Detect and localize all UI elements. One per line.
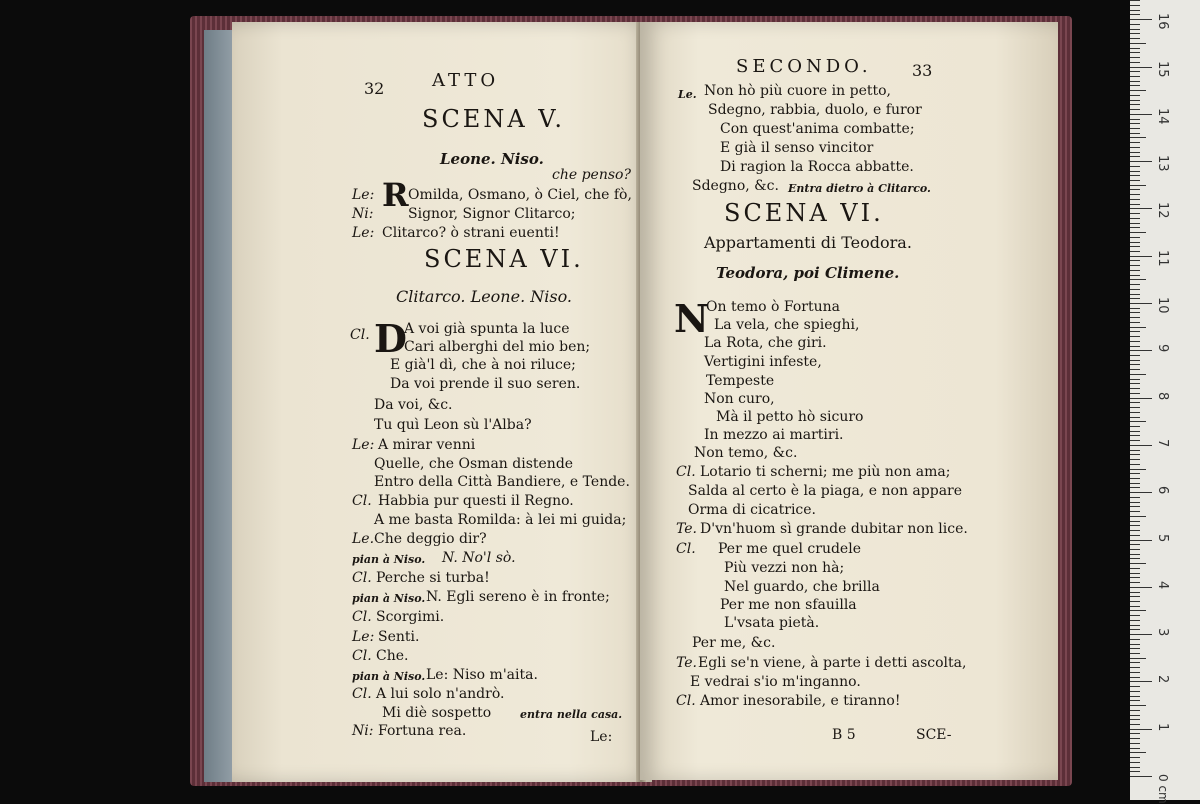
- ruler-tick: [1130, 549, 1140, 550]
- ruler-tick: [1130, 156, 1140, 157]
- scene-heading: SCENA VI.: [424, 245, 584, 273]
- ruler-tick: [1130, 492, 1152, 493]
- text-line: Orma di cicatrice.: [688, 502, 817, 518]
- ruler-tick: [1130, 369, 1140, 370]
- ruler-tick: [1130, 440, 1140, 441]
- ruler-tick: [1130, 10, 1140, 11]
- ruler-tick: [1130, 185, 1146, 186]
- ruler-tick: [1130, 743, 1140, 744]
- ruler-tick: [1130, 279, 1146, 280]
- text-line: E vedrai s'io m'inganno.: [690, 674, 861, 690]
- ruler-tick: [1130, 691, 1140, 692]
- text-line: Non hò più cuore in petto,: [704, 83, 891, 99]
- ruler-number: 15: [1155, 60, 1170, 78]
- ruler-tick: [1130, 535, 1140, 536]
- ruler-tick: [1130, 464, 1140, 465]
- text-line: Amor inesorabile, e tiranno!: [700, 693, 901, 709]
- ruler-tick: [1130, 223, 1140, 224]
- ruler-tick: [1130, 582, 1140, 583]
- ruler-tick: [1130, 412, 1140, 413]
- text-line: Più vezzi non hà;: [724, 560, 845, 576]
- ruler-tick: [1130, 57, 1140, 58]
- text-line: D'vn'huom sì grande dubitar non lice.: [700, 521, 968, 537]
- speaker-label: Ni:: [352, 206, 374, 222]
- text-line: In mezzo ai martiri.: [704, 427, 844, 443]
- ruler-tick: [1130, 14, 1140, 15]
- ruler-tick: [1130, 374, 1146, 375]
- ruler-tick: [1130, 729, 1152, 730]
- ruler-tick: [1130, 260, 1140, 261]
- ruler-number: 16: [1155, 13, 1170, 30]
- speaker-label: Le:: [352, 225, 375, 241]
- ruler-tick: [1130, 171, 1140, 172]
- ruler-tick: [1130, 606, 1140, 607]
- speaker-label: Te.: [676, 521, 697, 537]
- ruler-tick: [1130, 696, 1140, 697]
- ruler-tick: [1130, 270, 1140, 271]
- ruler-tick: [1130, 620, 1140, 621]
- ruler-tick: [1130, 554, 1140, 555]
- text-line: Con quest'anima combatte;: [720, 121, 915, 137]
- ruler-tick: [1130, 544, 1140, 545]
- stage-direction: Entra dietro à Clitarco.: [788, 182, 931, 195]
- ruler-tick: [1130, 776, 1152, 777]
- ruler-tick: [1130, 445, 1152, 446]
- ruler-tick: [1130, 393, 1140, 394]
- text-line: Che.: [376, 648, 409, 664]
- text-line: Non temo, &c.: [694, 445, 798, 461]
- ruler-number: 6: [1155, 486, 1170, 495]
- ruler-tick: [1130, 256, 1152, 257]
- ruler-tick: [1130, 577, 1140, 578]
- ruler-tick: [1130, 166, 1140, 167]
- ruler-tick: [1130, 133, 1140, 134]
- ruler-tick: [1130, 767, 1140, 768]
- catchword: Le:: [590, 729, 613, 745]
- scene-characters: Leone. Niso.: [440, 150, 544, 168]
- ruler-tick: [1130, 85, 1140, 86]
- ruler-tick: [1130, 686, 1140, 687]
- ruler-tick: [1130, 469, 1146, 470]
- ruler-tick: [1130, 152, 1140, 153]
- ruler-tick: [1130, 104, 1140, 105]
- text-line: Vertigini infeste,: [704, 354, 822, 370]
- catchword: SCE-: [916, 727, 952, 743]
- ruler-tick: [1130, 681, 1152, 682]
- ruler-tick: [1130, 29, 1140, 30]
- speaker-label: Le:: [352, 187, 375, 203]
- ruler-tick: [1130, 147, 1140, 148]
- ruler-tick: [1130, 558, 1140, 559]
- speaker-label: Le.: [678, 88, 697, 101]
- ruler-tick: [1130, 38, 1140, 39]
- ruler-tick: [1130, 251, 1140, 252]
- scene-characters: Clitarco. Leone. Niso.: [396, 287, 573, 306]
- ruler-tick: [1130, 218, 1140, 219]
- speaker-label: Le:: [352, 437, 375, 453]
- page-number: 33: [912, 61, 933, 80]
- ruler-tick: [1130, 530, 1140, 531]
- ruler-tick: [1130, 757, 1140, 758]
- text-line: Clitarco? ò strani euenti!: [382, 225, 560, 241]
- text-line: Non curo,: [704, 391, 775, 407]
- text-line: On temo ò Fortuna: [706, 299, 840, 315]
- text-line: Per me quel crudele: [718, 541, 861, 557]
- ruler-tick: [1130, 417, 1140, 418]
- ruler-tick: [1130, 364, 1140, 365]
- ruler-tick: [1130, 667, 1140, 668]
- ruler-tick: [1130, 175, 1140, 176]
- measurement-ruler: [1130, 0, 1200, 804]
- ruler-tick: [1130, 487, 1140, 488]
- running-head: ATTO: [432, 70, 500, 91]
- ruler-tick: [1130, 350, 1152, 351]
- ruler-tick: [1130, 90, 1146, 91]
- ruler-tick: [1130, 388, 1140, 389]
- ruler-tick: [1130, 421, 1146, 422]
- ruler-tick: [1130, 497, 1140, 498]
- ruler-tick: [1130, 762, 1140, 763]
- ruler-tick: [1130, 128, 1140, 129]
- ruler-tick: [1130, 123, 1140, 124]
- ruler-tick: [1130, 587, 1152, 588]
- ruler-number: 3: [1155, 628, 1170, 637]
- ruler-tick: [1130, 431, 1140, 432]
- drop-cap: D: [374, 316, 407, 361]
- text-line: Cari alberghi del mio ben;: [404, 339, 591, 355]
- ruler-tick: [1130, 738, 1140, 739]
- text-line: Scorgimi.: [376, 609, 445, 625]
- ruler-tick: [1130, 379, 1140, 380]
- left-page: [232, 22, 652, 782]
- ruler-tick: [1130, 719, 1140, 720]
- ruler-tick: [1130, 242, 1140, 243]
- ruler-number: 10: [1155, 297, 1170, 314]
- ruler-tick: [1130, 194, 1140, 195]
- text-line: Mà il petto hò sicuro: [716, 409, 864, 425]
- ruler-number: 9: [1155, 344, 1170, 353]
- ruler-tick: [1130, 573, 1140, 574]
- text-line: Nel guardo, che brilla: [724, 579, 880, 595]
- ruler-tick: [1130, 62, 1140, 63]
- text-line: Omilda, Osmano, ò Ciel, che fò,: [408, 187, 632, 203]
- ruler-tick: [1130, 540, 1152, 541]
- ruler-tick: [1130, 478, 1140, 479]
- ruler-tick: [1130, 715, 1140, 716]
- ruler-tick: [1130, 289, 1140, 290]
- ruler-tick: [1130, 648, 1140, 649]
- signature-mark: B 5: [832, 727, 856, 743]
- text-line: L'vsata pietà.: [724, 615, 820, 631]
- drop-cap: R: [382, 176, 409, 214]
- speaker-label: Cl.: [352, 609, 372, 625]
- text-line: Signor, Signor Clitarco;: [408, 206, 576, 222]
- ruler-number: 14: [1155, 107, 1170, 125]
- ruler-tick: [1130, 407, 1140, 408]
- text-line: Da voi prende il suo seren.: [390, 376, 581, 392]
- ruler-tick: [1130, 700, 1140, 701]
- ruler-tick: [1130, 346, 1140, 347]
- ruler-tick: [1130, 383, 1140, 384]
- ruler-tick: [1130, 360, 1140, 361]
- ruler-tick: [1130, 672, 1140, 673]
- ruler-tick: [1130, 677, 1140, 678]
- ruler-tick: [1130, 161, 1152, 162]
- text-line: E già il senso vincitor: [720, 140, 874, 156]
- ruler-tick: [1130, 119, 1140, 120]
- text-line: Le: Niso m'aita.: [426, 667, 538, 683]
- ruler-tick: [1130, 435, 1140, 436]
- ruler-tick: [1130, 563, 1146, 564]
- ruler-tick: [1130, 24, 1140, 25]
- text-line: Da voi, &c.: [374, 397, 453, 413]
- speaker-label: Cl.: [676, 464, 696, 480]
- ruler-tick: [1130, 502, 1140, 503]
- page-number: 32: [364, 79, 385, 98]
- ruler-tick: [1130, 771, 1140, 772]
- ruler-tick: [1130, 521, 1140, 522]
- ruler-tick: [1130, 284, 1140, 285]
- ruler-tick: [1130, 71, 1140, 72]
- ruler-tick: [1130, 341, 1140, 342]
- text-line: Salda al certo è la piaga, e non appare: [688, 483, 963, 499]
- ruler-tick: [1130, 752, 1146, 753]
- ruler-tick: [1130, 142, 1140, 143]
- ruler-tick: [1130, 658, 1146, 659]
- ruler-tick: [1130, 67, 1152, 68]
- ruler-tick: [1130, 733, 1140, 734]
- ruler-number: 1: [1155, 722, 1170, 731]
- speaker-label: Cl.: [350, 327, 370, 343]
- speaker-label: Cl.: [676, 693, 696, 709]
- speaker-label: Le:: [352, 629, 375, 645]
- text-line: Di ragion la Rocca abbatte.: [720, 159, 914, 175]
- speaker-label: Ni:: [352, 723, 374, 739]
- text-line: Entro della Città Bandiere, e Tende.: [374, 474, 630, 490]
- text-line: Per me non sfauilla: [720, 597, 857, 613]
- text-line: La Rota, che giri.: [704, 335, 827, 351]
- ruler-tick: [1130, 246, 1140, 247]
- ruler-number: 2: [1155, 675, 1170, 684]
- speaker-label: Cl.: [352, 648, 372, 664]
- drop-cap: N: [674, 296, 709, 341]
- ruler-tick: [1130, 265, 1140, 266]
- speaker-label: Te.: [676, 655, 697, 671]
- ruler-tick: [1130, 208, 1152, 209]
- ruler-tick: [1130, 308, 1140, 309]
- text-line: Habbia pur questi il Regno.: [378, 493, 574, 509]
- ruler-tick: [1130, 0, 1140, 1]
- ruler-tick: [1130, 312, 1140, 313]
- text-line: N. No'l sò.: [442, 550, 516, 566]
- ruler-tick: [1130, 639, 1140, 640]
- ruler-tick: [1130, 213, 1140, 214]
- ruler-tick: [1130, 644, 1140, 645]
- speaker-label: Cl.: [676, 541, 696, 557]
- scene-characters: Teodora, poi Climene.: [716, 264, 900, 282]
- ruler-tick: [1130, 398, 1152, 399]
- ruler-tick: [1130, 705, 1146, 706]
- text-line: Sdegno, &c.: [692, 178, 779, 194]
- ruler-tick: [1130, 516, 1146, 517]
- ruler-number: 11: [1155, 249, 1170, 267]
- ruler-tick: [1130, 76, 1140, 77]
- ruler-tick: [1130, 625, 1140, 626]
- ruler-tick: [1130, 748, 1140, 749]
- text-line: Mi diè sospetto: [382, 705, 492, 721]
- ruler-tick: [1130, 610, 1146, 611]
- ruler-tick: [1130, 232, 1146, 233]
- stage-direction: pian à Niso.: [352, 592, 426, 605]
- ruler-tick: [1130, 109, 1140, 110]
- ruler-tick: [1130, 317, 1140, 318]
- ruler-tick: [1130, 426, 1140, 427]
- ruler-tick: [1130, 710, 1140, 711]
- stage-direction: entra nella casa.: [520, 708, 623, 721]
- ruler-tick: [1130, 459, 1140, 460]
- ruler-tick: [1130, 275, 1140, 276]
- ruler-tick: [1130, 483, 1140, 484]
- text-line: Per me, &c.: [692, 635, 776, 651]
- running-head: SECONDO.: [736, 56, 872, 77]
- ruler-tick: [1130, 95, 1140, 96]
- ruler-tick: [1130, 653, 1140, 654]
- ruler-tick: [1130, 19, 1152, 20]
- ruler-tick: [1130, 180, 1140, 181]
- stage-direction: pian à Niso.: [352, 670, 426, 683]
- ruler-tick: [1130, 402, 1140, 403]
- ruler-number: 8: [1155, 391, 1170, 400]
- ruler-tick: [1130, 724, 1140, 725]
- ruler-tick: [1130, 237, 1140, 238]
- text-line: A lui solo n'andrò.: [376, 686, 505, 702]
- scene-location: Appartamenti di Teodora.: [704, 233, 912, 252]
- stage-direction: pian à Niso.: [352, 553, 426, 566]
- ruler-tick: [1130, 81, 1140, 82]
- ruler-tick: [1130, 336, 1140, 337]
- ruler-tick: [1130, 634, 1152, 635]
- ruler-tick: [1130, 525, 1140, 526]
- text-line: Sdegno, rabbia, duolo, e furor: [708, 102, 922, 118]
- ruler-tick: [1130, 601, 1140, 602]
- ruler-tick: [1130, 137, 1146, 138]
- ruler-tick: [1130, 52, 1140, 53]
- text-line: La vela, che spieghi,: [714, 317, 860, 333]
- text-line: Tempeste: [706, 373, 775, 389]
- text-line: Fortuna rea.: [378, 723, 467, 739]
- speaker-label: Cl.: [352, 493, 372, 509]
- ruler-tick: [1130, 227, 1140, 228]
- ruler-tick: [1130, 294, 1140, 295]
- ruler-tick: [1130, 43, 1146, 44]
- text-line: Senti.: [378, 629, 420, 645]
- ruler-number: 5: [1155, 533, 1170, 542]
- text-line: Lotario ti scherni; me più non ama;: [700, 464, 951, 480]
- ruler-tick: [1130, 199, 1140, 200]
- ruler-tick: [1130, 450, 1140, 451]
- text-line: A me basta Romilda: à lei mi guida;: [374, 512, 627, 528]
- text-line: A mirar venni: [378, 437, 476, 453]
- speaker-label: Cl.: [352, 686, 372, 702]
- ruler-number: 7: [1155, 438, 1170, 448]
- ruler-tick: [1130, 592, 1140, 593]
- ruler-tick: [1130, 189, 1140, 190]
- ruler-tick: [1130, 322, 1140, 323]
- text-line: che penso?: [552, 167, 631, 183]
- ruler-number: 13: [1155, 155, 1170, 172]
- ruler-tick: [1130, 5, 1140, 6]
- ruler-tick: [1130, 114, 1152, 115]
- right-page: [640, 22, 1058, 780]
- ruler-tick: [1130, 204, 1140, 205]
- ruler-tick: [1130, 355, 1140, 356]
- text-line: Egli se'n viene, à parte i detti ascolta,: [698, 655, 967, 671]
- ruler-tick: [1130, 33, 1140, 34]
- ruler-tick: [1130, 303, 1152, 304]
- ruler-tick: [1130, 596, 1140, 597]
- text-line: Quelle, che Osman distende: [374, 456, 574, 472]
- ruler-tick: [1130, 662, 1140, 663]
- text-line: N. Egli sereno è in fronte;: [426, 589, 610, 605]
- ruler-number: 12: [1155, 202, 1170, 219]
- speaker-label: Cl.: [352, 570, 372, 586]
- text-line: A voi già spunta la luce: [404, 321, 570, 337]
- scene-heading: SCENA VI.: [724, 199, 884, 227]
- ruler-unit: 0 cm: [1156, 774, 1170, 804]
- ruler-tick: [1130, 100, 1140, 101]
- speaker-label: Le.: [352, 531, 375, 547]
- ruler-tick: [1130, 48, 1140, 49]
- text-line: Tu quì Leon sù l'Alba?: [374, 417, 532, 433]
- ruler-tick: [1130, 327, 1146, 328]
- ruler-tick: [1130, 506, 1140, 507]
- text-line: Che deggio dir?: [374, 531, 487, 547]
- scene-heading: SCENA V.: [422, 105, 566, 133]
- ruler-number: 4: [1155, 580, 1170, 590]
- text-line: E già'l dì, che à noi riluce;: [390, 357, 576, 373]
- ruler-tick: [1130, 568, 1140, 569]
- text-line: Perche si turba!: [376, 570, 490, 586]
- ruler-tick: [1130, 615, 1140, 616]
- ruler-tick: [1130, 298, 1140, 299]
- ruler-tick: [1130, 331, 1140, 332]
- ruler-tick: [1130, 454, 1140, 455]
- ruler-tick: [1130, 629, 1140, 630]
- ruler-tick: [1130, 511, 1140, 512]
- ruler-tick: [1130, 473, 1140, 474]
